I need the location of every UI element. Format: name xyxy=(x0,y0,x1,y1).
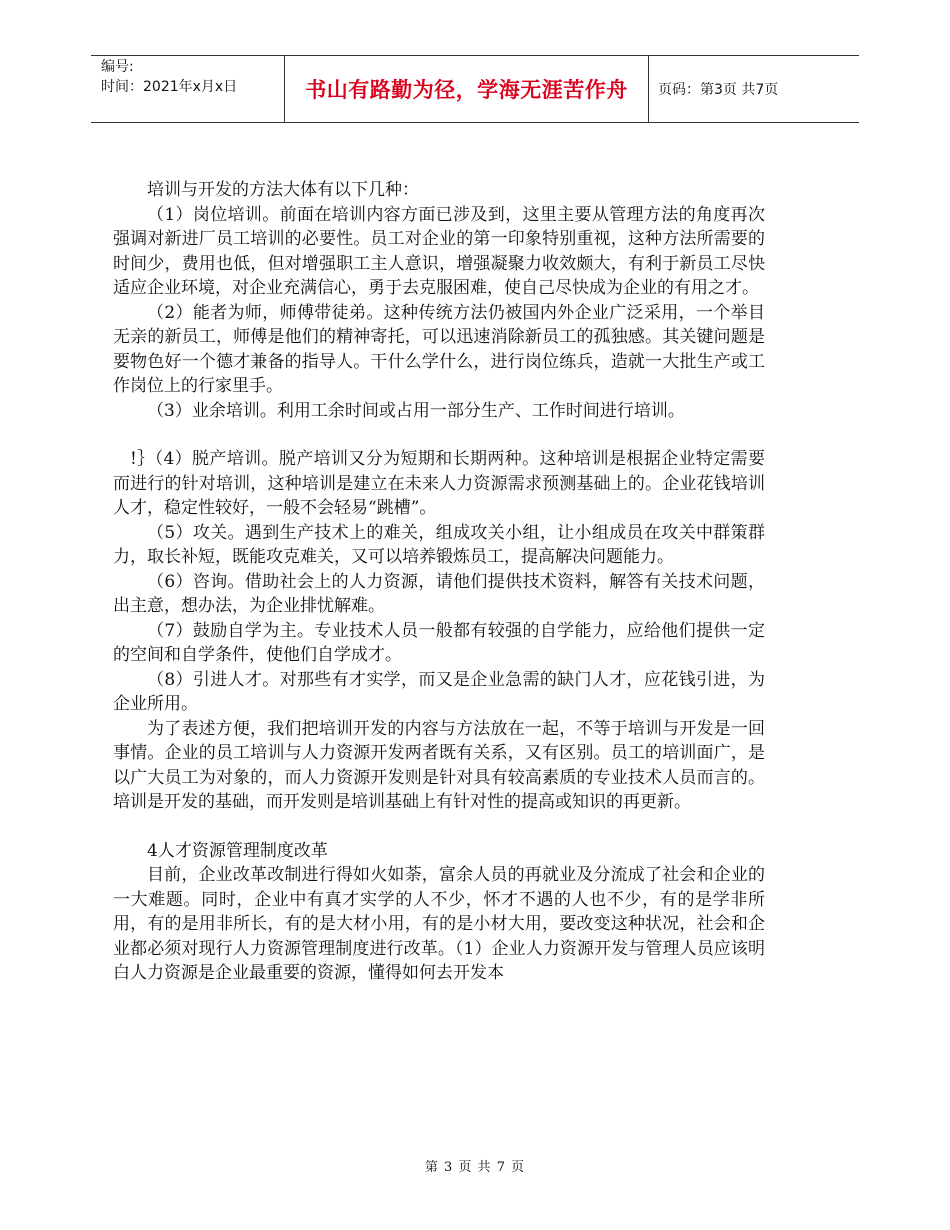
method-item-3: （3）业余培训。利用工余时间或占用一部分生产、工作时间进行培训。 xyxy=(147,400,685,421)
intro-paragraph: 培训与开发的方法大体有以下几种： xyxy=(147,180,419,200)
header-page-number: 页码：第3页 共7页 xyxy=(658,82,779,98)
method-item-8: （8）引进人才。对那些有才实学，而又是企业急需的缺门人才，应花钱引进，为企业所用。 xyxy=(113,669,765,714)
method-item-1: （1）岗位培训。前面在培训内容方面已涉及到，这里主要从管理方法的角度再次强调对新进厂员工培训的必要性。员工对企业的第一印象特别重视，这种方法所需要的时间少，费用也低，但对增强职工主人意识，增强凝聚力收效颇大，有利于新员工尽快适应企业环境，对企业充满信心，勇于去克服困难，使自己尽快成为企业的有用之才。 xyxy=(113,204,765,298)
method-item-4: !｝（4）脱产培训。脱产培训又分为短期和长期两种。这种培训是根据企业特定需要而进行的针对培训，这种培训是建立在未来人力资源需求预测基础上的。企业花钱培训人才，稳定性较好，一般不会轻易“跳槽”。 xyxy=(113,449,765,518)
document-body xyxy=(113,178,765,986)
header-motto: 书山有路勤为径，学海无涯苦作舟 xyxy=(305,78,628,102)
method-item-7: （7）鼓励自学为主。专业技术人员一般都有较强的自学能力，应给他们提供一定的空间和自学条件，使他们自学成才。 xyxy=(113,620,765,665)
section-heading: 4人才资源管理制度改革 xyxy=(147,840,328,861)
method-item-5: （5）攻关。遇到生产技术上的难关，组成攻关小组，让小组成员在攻关中群策群力，取长补短，既能攻克难关，又可以培养锻炼员工，提高解决问题能力。 xyxy=(113,522,765,567)
document-time-label: 时间：2021年x月x日 xyxy=(101,79,238,95)
header-page-cell xyxy=(648,56,869,122)
section-paragraph: 目前，企业改革改制进行得如火如荼，富余人员的再就业及分流成了社会和企业的一大难题。同时，企业中有真才实学的人不少，怀才不遇的人也不少，有的是学非所用，有的是用非所长，有的是大材小用，有的是小材大用，要改变这种状况，社会和企业都必须对现行人力资源管理制度进行改革。（1）企业人力资源开发与管理人员应该明白人力资源是企业最重要的资源，懂得如何去开发本 xyxy=(113,865,765,983)
page-footer: 第 3 页 共 7 页 xyxy=(424,1160,526,1175)
header-motto-cell xyxy=(284,56,649,122)
summary-paragraph: 为了表述方便，我们把培训开发的内容与方法放在一起，不等于培训与开发是一回事情。企业的员工培训与人力资源开发两者既有关系，又有区别。员工的培训面广，是以广大员工为对象的，而人力资源开发则是针对具有较高素质的专业技术人员而言的。培训是开发的基础，而开发则是培训基础上有针对性的提高或知识的再更新。 xyxy=(113,718,765,812)
header-meta xyxy=(91,56,283,122)
method-item-2: （2）能者为师，师傅带徒弟。这种传统方法仍被国内外企业广泛采用，一个举目无亲的新员工，师傅是他们的精神寄托，可以迅速消除新员工的孤独感。其关键问题是要物色好一个德才兼备的指导人。干什么学什么，进行岗位练兵，造就一大批生产或工作岗位上的行家里手。 xyxy=(113,302,765,396)
page-header xyxy=(91,55,859,123)
document-number-label: 编号: xyxy=(101,59,134,75)
method-item-6: （6）咨询。借助社会上的人力资源，请他们提供技术资料，解答有关技术问题，出主意，想办法，为企业排忧解难。 xyxy=(113,571,765,616)
